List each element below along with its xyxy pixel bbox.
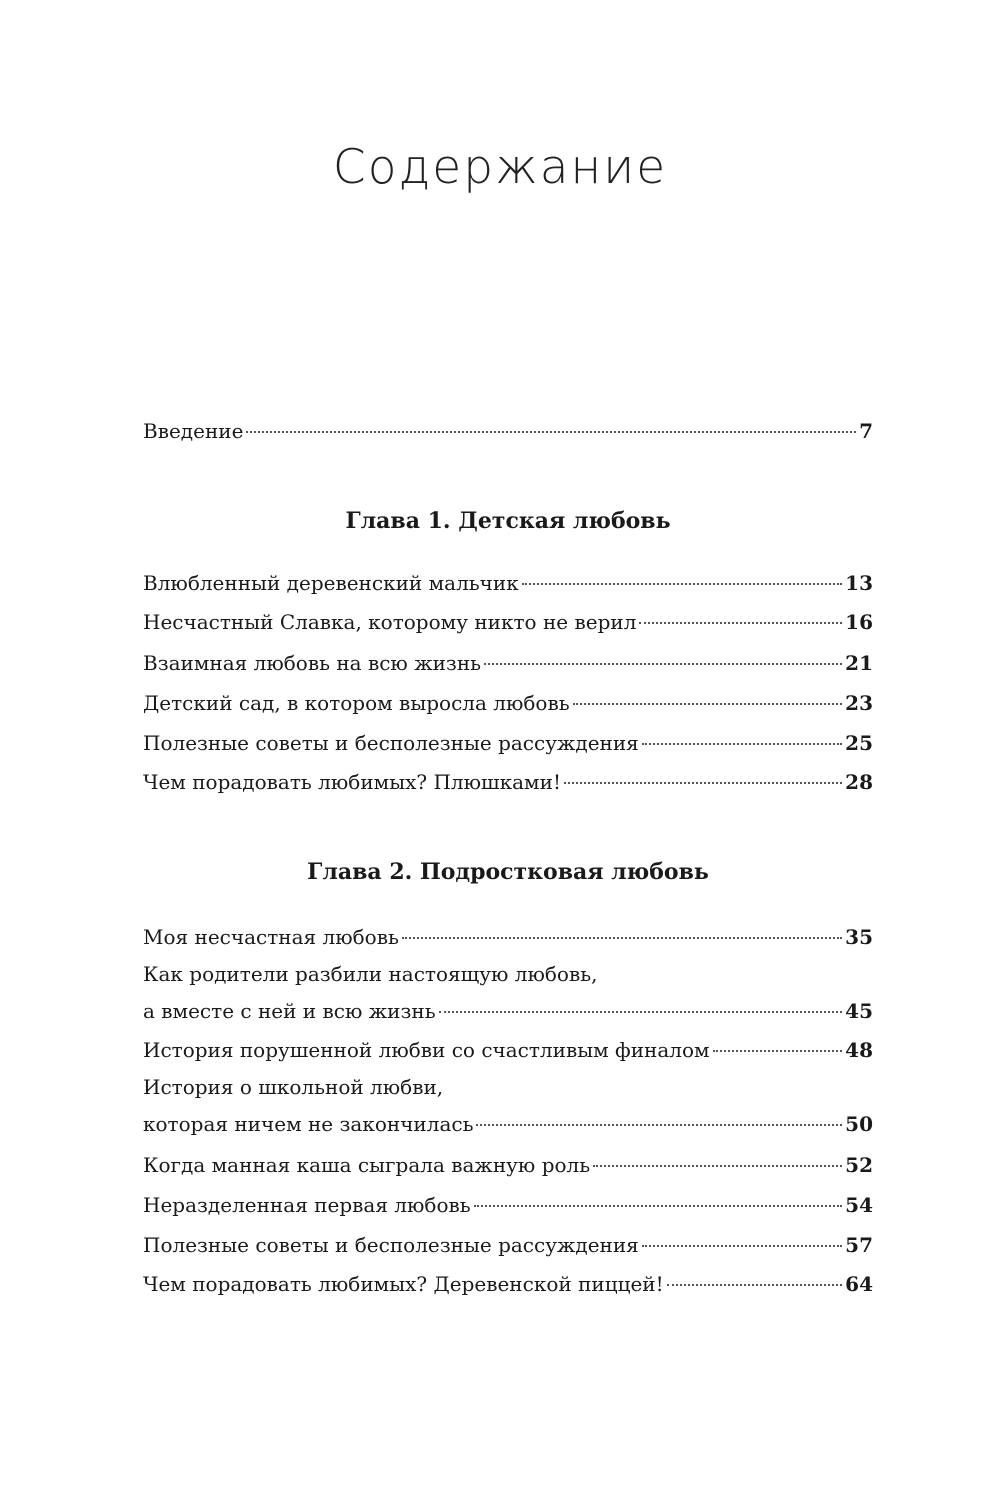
toc-entry-title: Взаимная любовь на всю жизнь bbox=[143, 651, 482, 675]
dot-leader bbox=[484, 663, 842, 665]
toc-entry-title: а вместе с ней и всю жизнь bbox=[143, 999, 436, 1023]
dot-leader bbox=[667, 1284, 843, 1286]
chapter-heading-2: Глава 2. Подростковая любовь bbox=[307, 859, 709, 885]
toc-entry-page: 45 bbox=[845, 999, 873, 1023]
toc-entry-page: 52 bbox=[845, 1153, 873, 1177]
dot-leader bbox=[593, 1165, 842, 1167]
toc-entry-page: 48 bbox=[845, 1038, 873, 1062]
toc-entry-title: Неразделенная первая любовь bbox=[143, 1193, 471, 1217]
toc-entry[interactable] bbox=[143, 1111, 873, 1137]
toc-entry-page: 25 bbox=[845, 731, 873, 755]
toc-entry[interactable] bbox=[143, 1271, 873, 1297]
toc-entry-title: Чем порадовать любимых? Плюшками! bbox=[143, 770, 561, 794]
toc-entry[interactable] bbox=[143, 1152, 873, 1178]
toc-entry-title: Моя несчастная любовь bbox=[143, 925, 399, 949]
toc-entry-page: 54 bbox=[845, 1193, 873, 1217]
toc-entry[interactable] bbox=[143, 1192, 873, 1218]
toc-entry[interactable] bbox=[143, 570, 873, 596]
toc-entry-page: 35 bbox=[845, 925, 873, 949]
toc-entry-title: Влюбленный деревенский мальчик bbox=[143, 571, 519, 595]
toc-entry-intro[interactable] bbox=[143, 418, 873, 444]
toc-entry[interactable] bbox=[143, 1037, 873, 1063]
toc-entry[interactable] bbox=[143, 998, 873, 1024]
toc-entry-title: Несчастный Славка, которому никто не верил bbox=[143, 610, 637, 634]
dot-leader bbox=[639, 622, 842, 624]
dot-leader bbox=[402, 937, 842, 939]
toc-entry-page: 23 bbox=[845, 691, 873, 715]
toc-entry-page: 64 bbox=[845, 1272, 873, 1296]
toc-entry-title: История порушенной любви со счастливым финалом bbox=[143, 1038, 710, 1062]
toc-entry-page: 50 bbox=[845, 1112, 873, 1136]
toc-entry[interactable] bbox=[143, 1232, 873, 1258]
dot-leader bbox=[642, 743, 842, 745]
chapter-heading-1: Глава 1. Детская любовь bbox=[345, 508, 671, 534]
toc-entry-title: Введение bbox=[143, 419, 244, 443]
toc-entry-page: 13 bbox=[845, 571, 873, 595]
toc-entry-title: Детский сад, в котором выросла любовь bbox=[143, 691, 570, 715]
toc-entry-first-line: История о школьной любви, bbox=[143, 1075, 444, 1099]
dot-leader bbox=[522, 583, 842, 585]
toc-entry[interactable] bbox=[143, 609, 873, 635]
toc-entry[interactable] bbox=[143, 924, 873, 950]
page-title: Содержание bbox=[332, 140, 668, 195]
dot-leader bbox=[474, 1205, 843, 1207]
toc-entry-title: Когда манная каша сыграла важную роль bbox=[143, 1153, 591, 1177]
dot-leader bbox=[246, 431, 856, 433]
toc-entry-page: 28 bbox=[845, 770, 873, 794]
toc-entry-title: Чем порадовать любимых? Деревенской пиццей! bbox=[143, 1272, 664, 1296]
dot-leader bbox=[476, 1124, 842, 1126]
dot-leader bbox=[713, 1050, 843, 1052]
toc-entry-title: Полезные советы и бесполезные рассуждения bbox=[143, 1233, 639, 1257]
toc-entry-page: 21 bbox=[845, 651, 873, 675]
toc-entry-title: Полезные советы и бесполезные рассуждения bbox=[143, 731, 639, 755]
dot-leader bbox=[439, 1011, 843, 1013]
dot-leader bbox=[573, 703, 843, 705]
toc-entry-page: 57 bbox=[845, 1233, 873, 1257]
toc-entry-first-line: Как родители разбили настоящую любовь, bbox=[143, 962, 598, 986]
toc-entry-title: которая ничем не закончилась bbox=[143, 1112, 474, 1136]
toc-entry-page: 7 bbox=[859, 419, 873, 443]
dot-leader bbox=[564, 782, 842, 784]
dot-leader bbox=[642, 1245, 842, 1247]
toc-entry[interactable] bbox=[143, 690, 873, 716]
toc-entry[interactable] bbox=[143, 769, 873, 795]
toc-entry[interactable] bbox=[143, 730, 873, 756]
toc-entry[interactable] bbox=[143, 650, 873, 676]
toc-entry-page: 16 bbox=[845, 610, 873, 634]
